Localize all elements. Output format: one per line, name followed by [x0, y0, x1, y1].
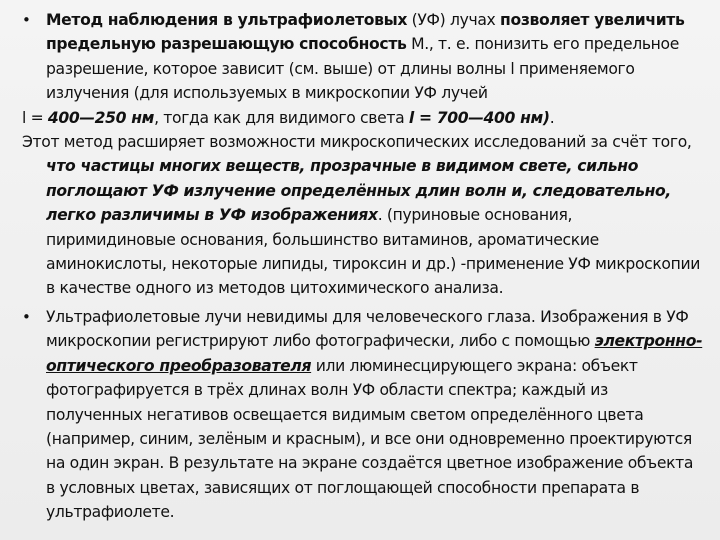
text-span: Ультрафиолетовые лучи невидимы для человеческого глаза. Изображения в УФ микроскопии регистрируют либо фотографически, либо с помощью	[46, 307, 689, 351]
term-uv-observation: Метод наблюдения в ультрафиолетовых	[46, 11, 408, 29]
emphasis-absorption: что частицы многих веществ, прозрачные в видимом свете, сильно поглощают УФ излучение определённых длин волн и, следовательно, легко различимы в УФ изображениях	[46, 157, 671, 225]
text-span: . (пуриновые основания, пиримидиновые основания, большинство витаминов, ароматические аминокислоты, некоторые липиды, тироксин и др.) -применение УФ микроскопии в качестве одного из методов цитохимического анализа.	[46, 206, 701, 298]
text-span: l =	[22, 108, 48, 127]
text-span: .	[549, 108, 555, 127]
uv-wavelength-range: 400—250 нм	[47, 108, 155, 127]
text-span: (УФ) лучах	[407, 11, 501, 29]
slide-text	[22, 8, 706, 525]
text-span: М., т. е. понизить его предельное разрешение, которое зависит (см. выше) от длины волны l применяемого излучения (для используемых в микроскопии УФ лучей	[46, 35, 679, 103]
text-span: , тогда как для видимого света	[154, 108, 409, 127]
bullet-icon: •	[22, 307, 31, 326]
text-span: или люминесцирующего экрана: объект фотографируется в трёх длинах волн УФ области спектра; каждый из полученных негативов освещается видимым светом определённого цвета (например, синим, зелёным и красным), и все они одновременно проектируются на один экран. В результате на экране создаётся цветное изображение объекта в условных цветах, зависящих от поглощающей способности препарата в ультрафиолете.	[46, 356, 694, 522]
bullet-icon: •	[22, 11, 31, 29]
wavelength-line	[22, 106, 706, 130]
emphasis-resolution: позволяет увеличить предельную разрешающую способность	[46, 11, 685, 54]
text-span: Этот метод расширяет возможности микроскопических исследований за счёт того,	[22, 133, 692, 152]
paragraph-method-benefits	[22, 130, 706, 301]
bullet-paragraph-uv-method	[22, 8, 706, 106]
emphasis-converter: электронно-оптического преобразователя	[46, 332, 703, 375]
visible-wavelength-range: l = 700—400 нм)	[408, 108, 550, 127]
bullet-paragraph-uv-invisible	[22, 305, 706, 525]
